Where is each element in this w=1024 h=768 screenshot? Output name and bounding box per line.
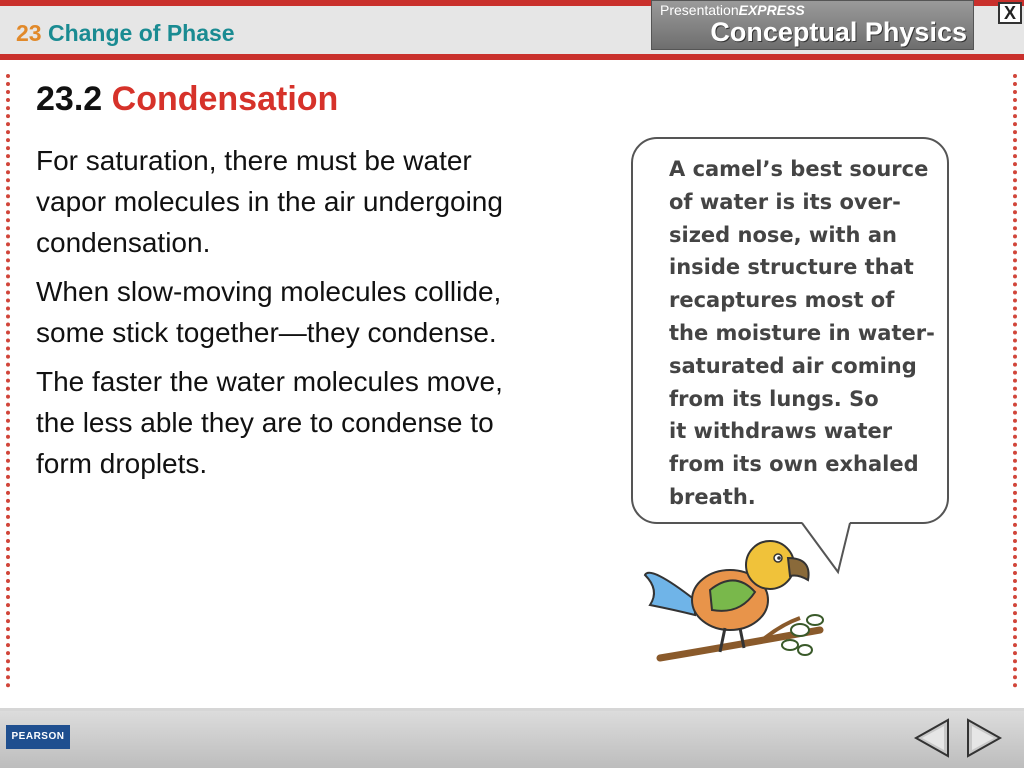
callout-line: from its lungs. So bbox=[669, 386, 879, 411]
arrow-left-icon[interactable] bbox=[910, 716, 952, 760]
callout-line: from its own exhaled bbox=[669, 452, 919, 477]
callout-line: sized nose, with an bbox=[669, 222, 897, 247]
brand-logo bbox=[651, 0, 974, 50]
callout-line: recaptures most of bbox=[669, 288, 895, 313]
close-button[interactable]: X bbox=[998, 2, 1022, 24]
chapter-title: Change of Phase bbox=[47, 20, 235, 46]
slide-body bbox=[36, 140, 516, 492]
parrot-illustration bbox=[640, 530, 830, 675]
brand-title: Conceptual Physics bbox=[710, 17, 967, 47]
chapter-heading bbox=[16, 20, 235, 47]
callout-line: saturated air coming bbox=[669, 353, 917, 378]
callout-text bbox=[669, 153, 939, 514]
body-paragraph: The faster the water molecules move, the less able they are to condense to form droplets. bbox=[36, 366, 503, 479]
callout-bubble bbox=[631, 137, 949, 524]
callout-line: A camel’s best source bbox=[669, 157, 929, 181]
chapter-number: 23 bbox=[16, 20, 42, 46]
slide-title bbox=[36, 80, 338, 119]
right-dotted-border bbox=[1013, 74, 1017, 688]
callout-line: inside structure that bbox=[669, 255, 914, 280]
brand-prefix: Presentation bbox=[660, 2, 739, 18]
callout-line: of water is its over- bbox=[669, 189, 901, 214]
body-paragraph: When slow-moving molecules collide, some stick together—they condense. bbox=[36, 276, 502, 348]
brand-suffix: EXPRESS bbox=[738, 2, 805, 18]
header-divider bbox=[0, 54, 1024, 60]
callout-line: the moisture in water- bbox=[669, 320, 935, 345]
arrow-right-icon[interactable] bbox=[964, 716, 1006, 760]
callout-line: it withdraws water bbox=[669, 419, 893, 444]
section-title: Condensation bbox=[111, 80, 339, 118]
body-paragraph: For saturation, there must be water vapor molecules in the air undergoing condensation. bbox=[36, 145, 503, 258]
callout-line: breath. bbox=[669, 484, 756, 509]
footer-bar bbox=[0, 708, 1024, 768]
brand-subtitle bbox=[660, 2, 805, 18]
section-number: 23.2 bbox=[36, 80, 103, 118]
pearson-logo: PEARSON bbox=[6, 725, 70, 749]
left-dotted-border bbox=[6, 74, 10, 688]
